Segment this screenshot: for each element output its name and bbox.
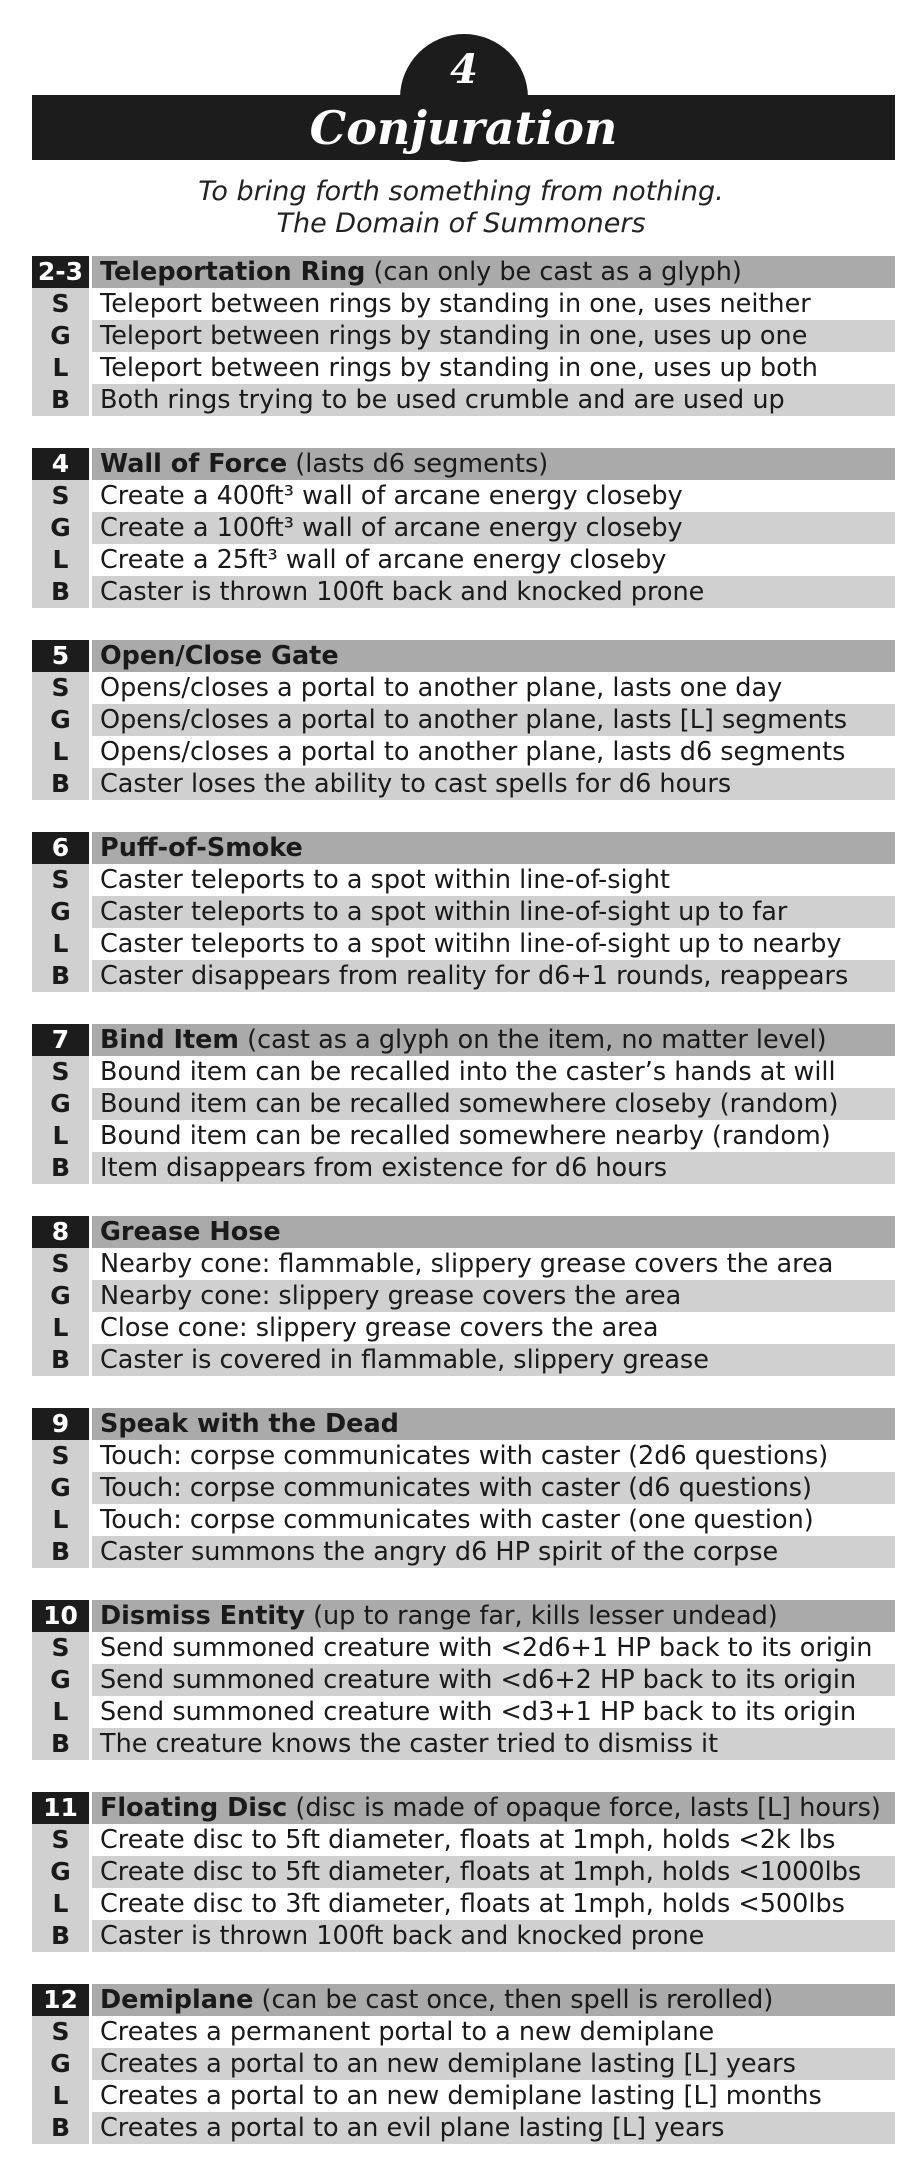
spell-result-row — [32, 960, 895, 992]
spell-result-row — [32, 2080, 895, 2112]
result-key: G — [32, 320, 92, 352]
spell-header — [32, 1024, 895, 1056]
result-text: Touch: corpse communicates with caster (d6 questions) — [92, 1472, 895, 1504]
result-key: B — [32, 1152, 92, 1184]
spell-header — [32, 640, 895, 672]
spell-name: Wall of Force — [100, 449, 288, 479]
spell-result-row — [32, 1856, 895, 1888]
result-text: Bound item can be recalled somewhere closeby (random) — [92, 1088, 895, 1120]
spell-result-row — [32, 1504, 895, 1536]
spell-block — [32, 448, 895, 608]
spell-result-row — [32, 1664, 895, 1696]
result-text: Caster disappears from reality for d6+1 rounds, reappears — [92, 960, 895, 992]
result-text: Bound item can be recalled into the caster’s hands at will — [92, 1056, 895, 1088]
spell-result-row — [32, 384, 895, 416]
result-key: L — [32, 736, 92, 768]
result-text: Create disc to 3ft diameter, floats at 1mph, holds <500lbs — [92, 1888, 895, 1920]
result-text: Send summoned creature with <2d6+1 HP back to its origin — [92, 1632, 895, 1664]
spell-note: (disc is made of opaque force, lasts [L] hours) — [295, 1793, 881, 1823]
spell-name: Open/Close Gate — [100, 641, 339, 671]
result-key: G — [32, 896, 92, 928]
spell-roll: 11 — [32, 1792, 92, 1824]
result-text: Caster is thrown 100ft back and knocked prone — [92, 576, 895, 608]
spell-result-row — [32, 320, 895, 352]
spell-result-row — [32, 896, 895, 928]
result-key: G — [32, 1856, 92, 1888]
spell-name: Dismiss Entity — [100, 1601, 305, 1631]
spell-result-row — [32, 2048, 895, 2080]
domain-title: Conjuration — [309, 101, 618, 155]
result-key: L — [32, 1888, 92, 1920]
result-text: Create a 25ft³ wall of arcane energy closeby — [92, 544, 895, 576]
spell-block — [32, 1216, 895, 1376]
spell-result-row — [32, 704, 895, 736]
result-text: Creates a portal to an new demiplane lasting [L] years — [92, 2048, 895, 2080]
spell-result-row — [32, 672, 895, 704]
result-key: G — [32, 2048, 92, 2080]
result-key: B — [32, 576, 92, 608]
spell-block — [32, 1984, 895, 2144]
spell-name: Floating Disc — [100, 1793, 288, 1823]
result-key: G — [32, 1088, 92, 1120]
result-text: Caster is thrown 100ft back and knocked prone — [92, 1920, 895, 1952]
spell-note: (lasts d6 segments) — [295, 449, 549, 479]
spell-result-row — [32, 288, 895, 320]
result-text: Touch: corpse communicates with caster (2d6 questions) — [92, 1440, 895, 1472]
spell-result-row — [32, 1056, 895, 1088]
result-text: Creates a portal to an new demiplane lasting [L] months — [92, 2080, 895, 2112]
spell-roll: 8 — [32, 1216, 92, 1248]
result-key: S — [32, 1248, 92, 1280]
spell-header — [32, 1408, 895, 1440]
spell-block — [32, 640, 895, 800]
result-key: G — [32, 1472, 92, 1504]
spell-result-row — [32, 768, 895, 800]
spell-note: (can be cast once, then spell is rerolled) — [261, 1985, 774, 2015]
spell-header — [32, 1216, 895, 1248]
spell-roll: 6 — [32, 832, 92, 864]
spell-block — [32, 832, 895, 992]
result-key: L — [32, 1120, 92, 1152]
spell-block — [32, 1792, 895, 1952]
result-key: S — [32, 864, 92, 896]
result-text: Nearby cone: slippery grease covers the area — [92, 1280, 895, 1312]
spell-roll: 9 — [32, 1408, 92, 1440]
result-key: L — [32, 1696, 92, 1728]
result-key: B — [32, 768, 92, 800]
result-text: Creates a permanent portal to a new demiplane — [92, 2016, 895, 2048]
result-key: B — [32, 2112, 92, 2144]
spell-header — [32, 448, 895, 480]
spell-name: Speak with the Dead — [100, 1409, 399, 1439]
spell-result-row — [32, 512, 895, 544]
result-key: B — [32, 1344, 92, 1376]
result-text: Opens/closes a portal to another plane, lasts d6 segments — [92, 736, 895, 768]
spell-result-row — [32, 576, 895, 608]
spell-name: Puff-of-Smoke — [100, 833, 303, 863]
result-text: Teleport between rings by standing in one, uses neither — [92, 288, 895, 320]
spell-result-row — [32, 1280, 895, 1312]
result-key: S — [32, 1824, 92, 1856]
spell-roll: 10 — [32, 1600, 92, 1632]
result-text: Bound item can be recalled somewhere nearby (random) — [92, 1120, 895, 1152]
result-key: S — [32, 480, 92, 512]
spell-result-row — [32, 1920, 895, 1952]
result-text: Caster is covered in flammable, slippery grease — [92, 1344, 895, 1376]
result-text: Create a 400ft³ wall of arcane energy closeby — [92, 480, 895, 512]
result-key: S — [32, 1632, 92, 1664]
result-key: S — [32, 2016, 92, 2048]
result-text: Teleport between rings by standing in one, uses up both — [92, 352, 895, 384]
result-key: B — [32, 960, 92, 992]
spell-result-row — [32, 864, 895, 896]
spell-name: Teleportation Ring — [100, 257, 366, 287]
spell-list — [32, 256, 895, 2176]
result-text: The creature knows the caster tried to dismiss it — [92, 1728, 895, 1760]
spell-note: (up to range far, kills lesser undead) — [313, 1601, 778, 1631]
result-text: Caster teleports to a spot within line-of-sight up to far — [92, 896, 895, 928]
result-text: Create disc to 5ft diameter, floats at 1mph, holds <1000lbs — [92, 1856, 895, 1888]
spell-block — [32, 1600, 895, 1760]
result-key: G — [32, 512, 92, 544]
domain-number: 4 — [450, 46, 478, 93]
result-text: Creates a portal to an evil plane lasting [L] years — [92, 2112, 895, 2144]
spell-result-row — [32, 1440, 895, 1472]
result-key: B — [32, 384, 92, 416]
result-text: Opens/closes a portal to another plane, lasts one day — [92, 672, 895, 704]
result-key: L — [32, 2080, 92, 2112]
spell-block — [32, 1408, 895, 1568]
domain-tagline: To bring forth something from nothing. — [198, 176, 724, 207]
result-text: Create disc to 5ft diameter, floats at 1mph, holds <2k lbs — [92, 1824, 895, 1856]
spell-result-row — [32, 1312, 895, 1344]
result-key: L — [32, 928, 92, 960]
spell-result-row — [32, 1536, 895, 1568]
spell-result-row — [32, 480, 895, 512]
result-key: G — [32, 704, 92, 736]
spell-result-row — [32, 1344, 895, 1376]
spell-note: (cast as a glyph on the item, no matter level) — [247, 1025, 827, 1055]
spell-roll: 4 — [32, 448, 92, 480]
spell-header — [32, 1600, 895, 1632]
result-text: Caster loses the ability to cast spells for d6 hours — [92, 768, 895, 800]
result-text: Send summoned creature with <d3+1 HP back to its origin — [92, 1696, 895, 1728]
result-text: Touch: corpse communicates with caster (one question) — [92, 1504, 895, 1536]
spell-roll: 7 — [32, 1024, 92, 1056]
spell-result-row — [32, 1152, 895, 1184]
result-key: S — [32, 1056, 92, 1088]
spell-header — [32, 256, 895, 288]
spell-roll: 12 — [32, 1984, 92, 2016]
result-key: B — [32, 1536, 92, 1568]
result-text: Send summoned creature with <d6+2 HP back to its origin — [92, 1664, 895, 1696]
spell-header — [32, 832, 895, 864]
spell-result-row — [32, 2112, 895, 2144]
spell-name: Bind Item — [100, 1025, 240, 1055]
result-text: Nearby cone: flammable, slippery grease covers the area — [92, 1248, 895, 1280]
result-key: G — [32, 1664, 92, 1696]
spell-name: Demiplane — [100, 1985, 254, 2015]
result-key: S — [32, 672, 92, 704]
result-text: Caster teleports to a spot within line-of-sight — [92, 864, 895, 896]
spell-result-row — [32, 2016, 895, 2048]
spell-result-row — [32, 352, 895, 384]
result-text: Create a 100ft³ wall of arcane energy closeby — [92, 512, 895, 544]
result-text: Close cone: slippery grease covers the area — [92, 1312, 895, 1344]
result-key: G — [32, 1280, 92, 1312]
domain-subtitle: The Domain of Summoners — [276, 208, 646, 239]
result-text: Caster summons the angry d6 HP spirit of the corpse — [92, 1536, 895, 1568]
spell-result-row — [32, 1888, 895, 1920]
result-key: B — [32, 1920, 92, 1952]
spell-result-row — [32, 544, 895, 576]
spell-result-row — [32, 1824, 895, 1856]
spell-result-row — [32, 1728, 895, 1760]
spell-result-row — [32, 1632, 895, 1664]
result-key: L — [32, 544, 92, 576]
result-text: Both rings trying to be used crumble and are used up — [92, 384, 895, 416]
spell-block — [32, 1024, 895, 1184]
spell-result-row — [32, 928, 895, 960]
result-text: Teleport between rings by standing in one, uses up one — [92, 320, 895, 352]
spell-result-row — [32, 1088, 895, 1120]
spell-roll: 5 — [32, 640, 92, 672]
spell-roll: 2-3 — [32, 256, 92, 288]
result-text: Opens/closes a portal to another plane, lasts [L] segments — [92, 704, 895, 736]
spell-header — [32, 1792, 895, 1824]
spell-header — [32, 1984, 895, 2016]
spell-block — [32, 256, 895, 416]
spell-result-row — [32, 1120, 895, 1152]
result-key: L — [32, 352, 92, 384]
spell-result-row — [32, 736, 895, 768]
spell-result-row — [32, 1472, 895, 1504]
spell-name: Grease Hose — [100, 1217, 281, 1247]
result-key: S — [32, 288, 92, 320]
spell-result-row — [32, 1248, 895, 1280]
spell-result-row — [32, 1696, 895, 1728]
result-key: B — [32, 1728, 92, 1760]
result-key: L — [32, 1312, 92, 1344]
spell-note: (can only be cast as a glyph) — [373, 257, 742, 287]
result-text: Caster teleports to a spot witihn line-of-sight up to nearby — [92, 928, 895, 960]
result-key: L — [32, 1504, 92, 1536]
result-text: Item disappears from existence for d6 hours — [92, 1152, 895, 1184]
result-key: S — [32, 1440, 92, 1472]
